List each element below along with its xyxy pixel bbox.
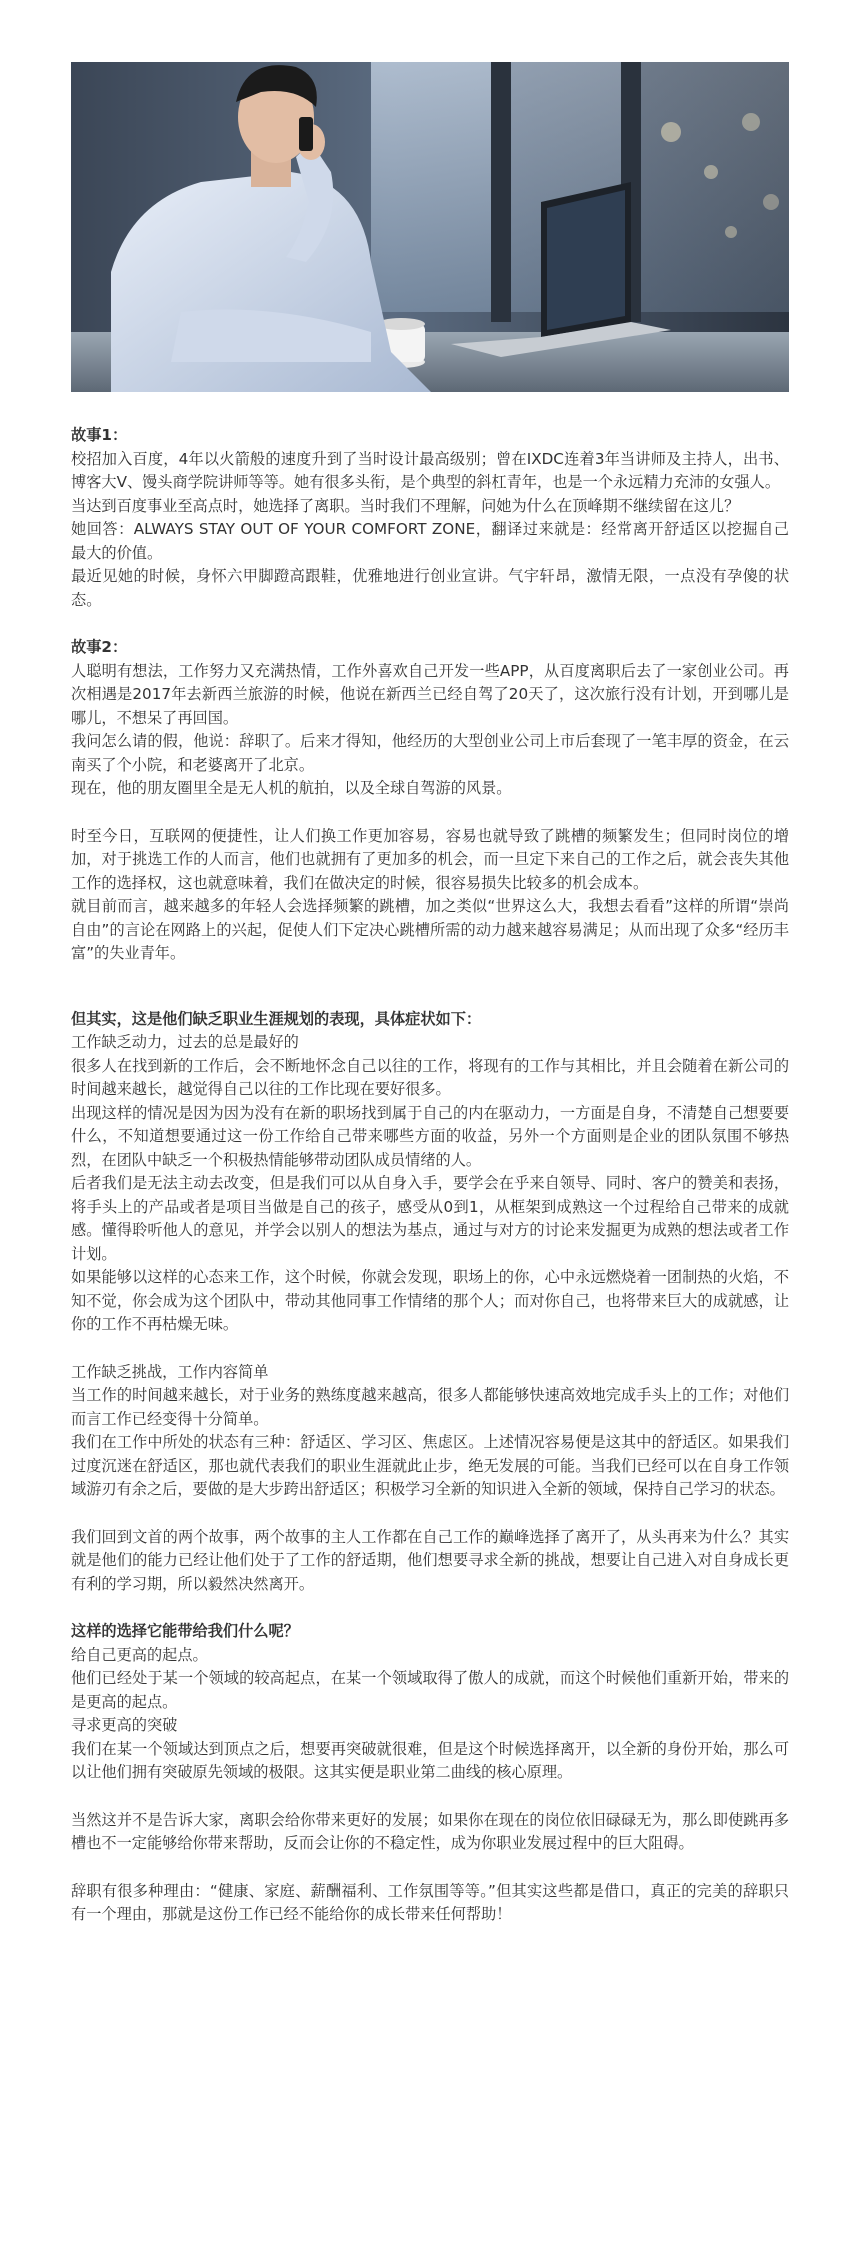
closing-paragraph: 当然这并不是告诉大家，离职会给你带来更好的发展；如果你在现在的岗位依旧碌碌无为，那么即使跳再多槽也不一定能够给你带来帮助，反而会让你的不稳定性，成为你职业发展过程中的巨大阻碍。	[71, 1810, 789, 1852]
hero-photo-illustration	[71, 62, 789, 392]
symptom1-paragraph: 出现这样的情况是因为因为没有在新的职场找到属于自己的内在驱动力，一方面是自身，不清楚自己想要要什么，不知道想要通过这一份工作给自己带来哪些方面的收益，另外一个方面则是企业的团队氛围不够热烈，在团队中缺乏一个积极热情能够带动团队成员情绪的人。	[71, 1103, 789, 1169]
symptom2-title: 工作缺乏挑战，工作内容简单	[71, 1362, 269, 1381]
symptom1-paragraph: 后者我们是无法主动去改变，但是我们可以从自身入手，要学会在乎来自领导、同时、客户的赞美和表扬，将手头上的产品或者是项目当做是自己的孩子，感受从0到1，从框架到成熟这一个过程给自己带来的成就感。懂得聆听他人的意见，并学会以别人的想法为基点，通过与对方的讨论来发掘更为成熟的想法或者工作计划。	[71, 1174, 789, 1263]
analysis-paragraph: 时至今日，互联网的便捷性，让人们换工作更加容易，容易也就导致了跳槽的频繁发生；但同时岗位的增加，对于挑选工作的人而言，他们也就拥有了更加多的机会，而一旦定下来自己的工作之后，就会丧失其他工作的选择权，这也就意味着，我们在做决定的时候，很容易损失比较多的机会成本。	[71, 826, 789, 892]
story2-heading: 故事2：	[71, 638, 128, 656]
spacer	[71, 1856, 789, 1880]
summary-paragraph: 我们回到文首的两个故事，两个故事的主人工作都在自己工作的巅峰选择了离开了，从头再来为什么？其实就是他们的能力已经让他们处于了工作的舒适期，他们想要寻求全新的挑战，想要让自己进入对自身成长更有利的学习期，所以毅然决然离开。	[71, 1527, 789, 1593]
spacer	[71, 1337, 789, 1361]
story1-paragraph: 校招加入百度，4年以火箭般的速度升到了当时设计最高级别；曾在IXDC连着3年当讲师及主持人，出书、博客大V、馒头商学院讲师等等。她有很多头衔，是个典型的斜杠青年，也是一个永远精力充沛的女强人。	[71, 449, 789, 491]
hero-image	[71, 62, 789, 392]
closing-paragraph: 辞职有很多种理由：“健康、家庭、薪酬福利、工作氛围等等。”但其实这些都是借口，真正的完美的辞职只有一个理由，那就是这份工作已经不能给你的成长带来任何帮助！	[71, 1881, 789, 1923]
story1-paragraph: 她回答：ALWAYS STAY OUT OF YOUR COMFORT ZONE，翻译过来就是：经常离开舒适区以挖掘自己最大的价值。	[71, 520, 789, 562]
symptom2-paragraph: 当工作的时间越来越长，对于业务的熟练度越来越高，很多人都能够快速高效地完成手头上的工作；对他们而言工作已经变得十分简单。	[71, 1386, 789, 1428]
story1-heading: 故事1：	[71, 426, 128, 444]
symptom1-paragraph: 很多人在找到新的工作后，会不断地怀念自己以往的工作，将现有的工作与其相比，并且会随着在新公司的时间越来越长，越觉得自己以往的工作比现在要好很多。	[71, 1056, 789, 1098]
spacer	[71, 801, 789, 825]
benefit1-paragraph: 他们已经处于某一个领域的较高起点，在某一个领域取得了傲人的成就，而这个时候他们重新开始，带来的是更高的起点。	[71, 1669, 789, 1711]
spacer	[71, 966, 789, 1008]
benefit1-title: 给自己更高的起点。	[71, 1645, 208, 1664]
article-body	[71, 424, 789, 1927]
spacer	[71, 1785, 789, 1809]
spacer	[71, 1596, 789, 1620]
benefit2-title: 寻求更高的突破	[71, 1716, 178, 1734]
spacer	[71, 612, 789, 636]
symptom1-paragraph: 如果能够以这样的心态来工作，这个时候，你就会发现，职场上的你，心中永远燃烧着一团制热的火焰，不知不觉，你会成为这个团队中，带动其他同事工作情绪的那个人；而对你自己，也将带来巨大的成就感，让你的工作不再枯燥无味。	[71, 1268, 789, 1333]
symptom2-paragraph: 我们在工作中所处的状态有三种：舒适区、学习区、焦虑区。上述情况容易便是这其中的舒适区。如果我们过度沉迷在舒适区，那也就代表我们的职业生涯就此止步，绝无发展的可能。当我们已经可以在自身工作领域游刃有余之后，要做的是大步跨出舒适区；积极学习全新的知识进入全新的领域，保持自己学习的状态。	[71, 1433, 789, 1498]
benefit2-paragraph: 我们在某一个领域达到顶点之后，想要再突破就很难，但是这个时候选择离开，以全新的身份开始，那么可以让他们拥有突破原先领域的极限。这其实便是职业第二曲线的核心原理。	[71, 1739, 789, 1781]
analysis-paragraph: 就目前而言，越来越多的年轻人会选择频繁的跳槽，加之类似“世界这么大，我想去看看”这样的所谓“崇尚自由”的言论在网路上的兴起，促使人们下定决心跳槽所需的动力越来越容易满足；从而出现了众多“经历丰富”的失业青年。	[71, 897, 789, 962]
story2-paragraph: 我问怎么请的假，他说：辞职了。后来才得知，他经历的大型创业公司上市后套现了一笔丰厚的资金，在云南买了个小院，和老婆离开了北京。	[71, 732, 789, 774]
story2-paragraph: 人聪明有想法，工作努力又充满热情，工作外喜欢自己开发一些APP，从百度离职后去了一家创业公司。再次相遇是2017年去新西兰旅游的时候，他说在新西兰已经自驾了20天了，这次旅行没有计划，开到哪儿是哪儿，不想呆了再回国。	[71, 661, 789, 727]
symptom1-title: 工作缺乏动力，过去的总是最好的	[71, 1033, 299, 1051]
story1-paragraph: 最近见她的时候，身怀六甲脚蹬高跟鞋，优雅地进行创业宣讲。气宇轩昂，激情无限，一点没有孕傻的状态。	[71, 567, 789, 609]
symptoms-heading: 但其实，这是他们缺乏职业生涯规划的表现，具体症状如下：	[71, 1009, 482, 1028]
story1-paragraph: 当达到百度事业至高点时，她选择了离职。当时我们不理解，问她为什么在顶峰期不继续留在这儿？	[71, 496, 740, 515]
story2-paragraph: 现在，他的朋友圈里全是无人机的航拍，以及全球自驾游的风景。	[71, 779, 512, 797]
spacer	[71, 1502, 789, 1526]
benefits-heading: 这样的选择它能带给我们什么呢？	[71, 1622, 299, 1640]
